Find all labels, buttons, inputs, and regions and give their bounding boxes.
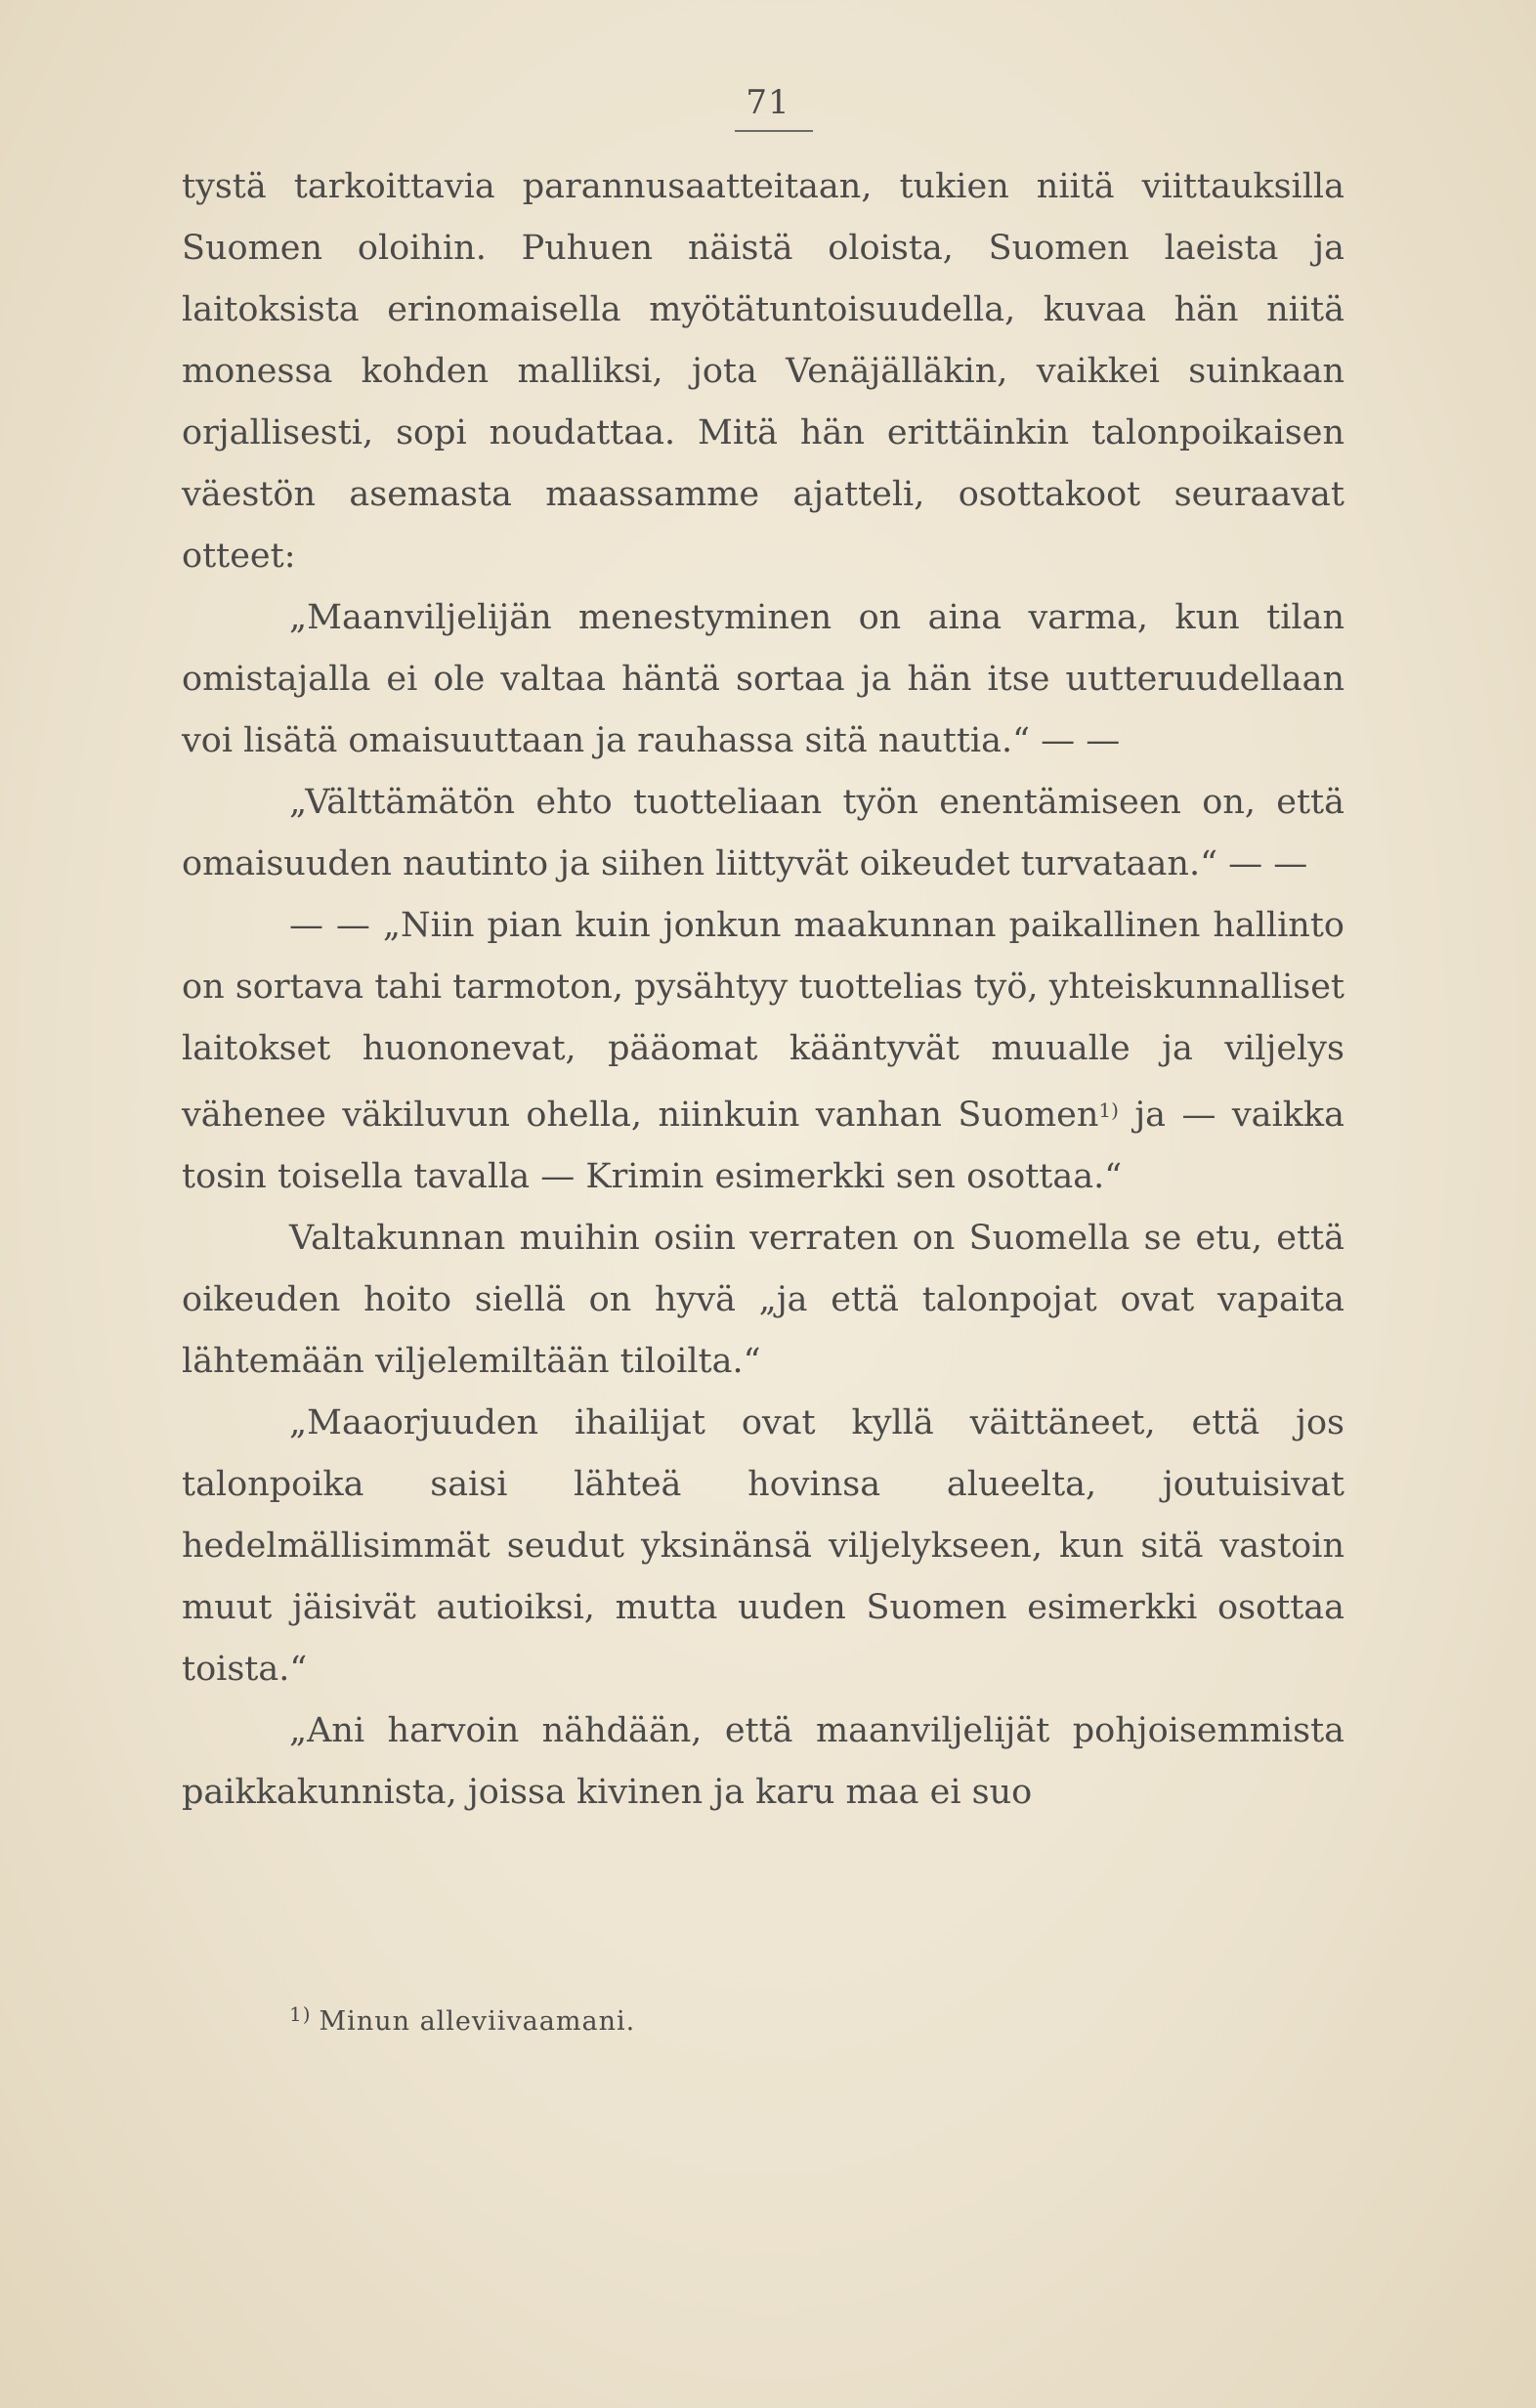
paragraph-2-quote: „Maanviljelijän menestyminen on aina varma, kun tilan omistajalla ei ole valtaa häntä sortaa ja hän itse uutteruudellaan voi lisätä omaisuuttaan ja rauhassa sitä nauttia.“ — —: [182, 598, 1344, 760]
paragraph-4-text-before: — — „Niin pian kuin jonkun maakunnan paikallinen hallinto on sortava tahi tarmoton, pysähtyy tuottelias työ, yhteiskunnalliset laitokset huononevat, pääomat kääntyvät muualle ja viljelys vähenee väkiluvun ohella, niinkuin vanhan Suomen: [182, 906, 1344, 1135]
footnote-marker: 1): [289, 2002, 312, 2026]
footnote-reference: 1): [1098, 1098, 1119, 1122]
page-number: 71: [746, 83, 790, 122]
paragraph-1: tystä tarkoittavia parannusaatteitaan, tukien niitä viittauksilla Suomen oloihin. Puhuen näistä oloista, Suomen laeista ja laitoksista erinomaisella myötätuntoisuudella, kuvaa hän niitä monessa kohden malliksi, jota Venäjälläkin, vaikkei suinkaan orjallisesti, sopi noudattaa. Mitä hän erittäinkin talonpoikaisen väestön asemasta maassamme ajatteli, osottakoot seuraavat otteet:: [182, 167, 1344, 576]
paragraph-6-quote: „Maaorjuuden ihailijat ovat kyllä väittäneet, että jos talonpoika saisi lähteä hovinsa alueelta, joutuisivat hedelmällisimmät seudut yksinänsä viljelykseen, kun sitä vastoin muut jäisivät autioiksi, mutta uuden Suomen esimerkki osottaa toista.“: [182, 1403, 1344, 1689]
body-text: [182, 156, 1344, 1824]
footnote: [289, 1995, 635, 2042]
paragraph-7-quote: „Ani harvoin nähdään, että maanviljelijät pohjoisemmista paikkakunnista, joissa kivinen ja karu maa ei suo: [182, 1711, 1344, 1812]
footnote-text: Minun alleviivaamani.: [319, 2006, 636, 2037]
paragraph-5: Valtakunnan muihin osiin verraten on Suomella se etu, että oikeuden hoito siellä on hyvä „ja että talonpojat ovat vapaita lähtemään viljelemiltään tiloilta.“: [182, 1219, 1344, 1381]
paragraph-4-quote: [182, 895, 1344, 1208]
paragraph-4-text-after: ja — vaikka tosin toisella tavalla — Krimin esimerkki sen osottaa.“: [182, 1096, 1344, 1196]
page-number-rule: [735, 130, 813, 132]
paragraph-3-quote: „Välttämätön ehto tuotteliaan työn enentämiseen on, että omaisuuden nautinto ja siihen liittyvät oikeudet turvataan.“ — —: [182, 783, 1344, 883]
